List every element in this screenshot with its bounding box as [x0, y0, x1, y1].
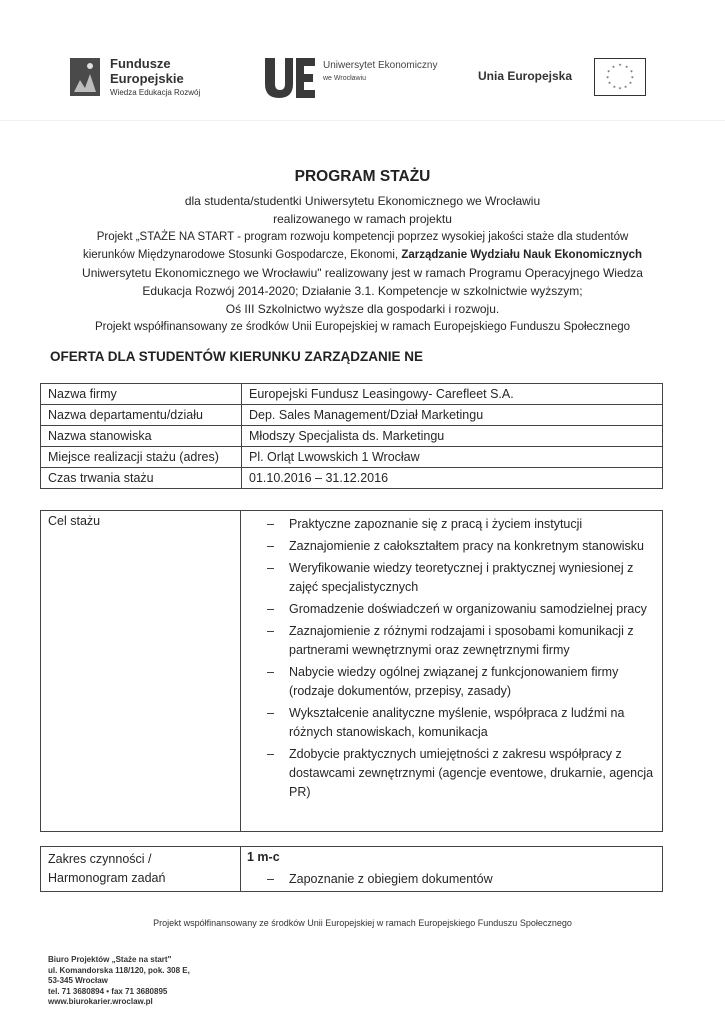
info-label: Czas trwania stażu — [41, 468, 242, 489]
table-row — [41, 405, 663, 426]
schedule-task: – Zapoznanie z obiegiem dokumentów — [267, 872, 493, 886]
intro-line-4b: Zarządzanie Wydziału Nauk Ekonomicznych — [401, 249, 643, 261]
scan-artifact-line — [0, 120, 725, 121]
schedule-label-line1: Zakres czynności / — [48, 852, 152, 866]
unia-europejska-logo — [478, 56, 658, 96]
offer-heading: OFERTA DLA STUDENTÓW KIERUNKU ZARZĄDZANIE NE — [50, 349, 423, 364]
list-item: – Nabycie wiedzy ogólnej związanej z funkcjonowaniem firmy (rodzaje dokumentów, przepisy, zasady) — [267, 663, 657, 701]
info-label: Miejsce realizacji stażu (adres) — [41, 447, 242, 468]
svg-text:*: * — [608, 81, 612, 88]
column-divider — [240, 511, 241, 831]
svg-text:*: * — [624, 85, 628, 92]
ue-name: Uniwersytet Ekonomiczny — [323, 60, 438, 71]
list-item: – Zaznajomienie z całokształtem pracy na konkretnym stanowisku — [267, 537, 657, 556]
intro-line-1: dla studenta/studentki Uniwersytetu Ekonomicznego we Wrocławiu — [184, 194, 541, 208]
info-label: Nazwa firmy — [41, 384, 242, 405]
list-item: – Wykształcenie analityczne myślenie, współpraca z ludźmi na różnych stanowiskach, komunikacja — [267, 704, 657, 742]
office-line-4: tel. 71 3680894 • fax 71 3680895 — [48, 986, 168, 996]
info-label: Nazwa departamentu/działu — [41, 405, 242, 426]
svg-text:*: * — [630, 75, 634, 82]
intro-line-4a: kierunków Międzynarodowe Stosunki Gospodarcze, Ekonomi, — [82, 249, 399, 261]
goals-list — [267, 515, 657, 805]
info-value: Europejski Fundusz Leasingowy- Carefleet S.A. — [242, 384, 663, 405]
project-intro — [40, 192, 685, 336]
intro-line-5: Uniwersytetu Ekonomicznego we Wrocławiu" realizowany jest w ramach Programu Operacyjnego Wiedza — [82, 266, 643, 280]
intro-line-2: realizowanego w ramach projektu — [273, 212, 452, 226]
table-row — [41, 426, 663, 447]
svg-text:*: * — [611, 65, 615, 72]
cofinancing-note: Projekt współfinansowany ze środków Unii Europejskiej w ramach Europejskiego Funduszu Społecznego — [153, 918, 572, 928]
list-item: – Weryfikowanie wiedzy teoretycznej i praktycznej wyniesionej z zajęć specjalistycznych — [267, 559, 657, 597]
fe-subtitle: Wiedza Edukacja Rozwój — [110, 88, 201, 97]
info-label: Nazwa stanowiska — [41, 426, 242, 447]
eu-flag-icon — [594, 58, 646, 96]
table-row — [41, 447, 663, 468]
fundusze-europejskie-logo — [70, 56, 280, 102]
list-item: – Gromadzenie doświadczeń w organizowaniu samodzielnej pracy — [267, 600, 657, 619]
fe-title-line1: Fundusze — [110, 56, 171, 71]
info-value: Dep. Sales Management/Dział Marketingu — [242, 405, 663, 426]
office-line-2: ul. Komandorska 118/120, pok. 308 E, — [48, 965, 190, 975]
table-row — [41, 468, 663, 489]
company-info-table — [40, 383, 663, 489]
fe-flag-icon — [70, 58, 100, 96]
svg-text:*: * — [618, 63, 622, 70]
office-line-1: Biuro Projektów „Staże na start" — [48, 955, 172, 964]
goals-label: Cel stażu — [48, 514, 101, 528]
ue-city: we Wrocławiu — [323, 75, 367, 82]
ue-wroclaw-logo — [263, 54, 463, 100]
svg-text:*: * — [607, 70, 611, 77]
schedule-label — [48, 850, 165, 888]
schedule-label-line2: Harmonogram zadań — [48, 871, 166, 885]
svg-text:*: * — [618, 87, 622, 94]
info-value: Pl. Orląt Lwowskich 1 Wrocław — [242, 447, 663, 468]
project-office-address — [48, 955, 190, 1008]
info-value: Młodszy Specjalista ds. Marketingu — [242, 426, 663, 447]
info-value: 01.10.2016 – 31.12.2016 — [242, 468, 663, 489]
ue-monogram-icon — [263, 54, 317, 100]
intro-line-4 — [40, 246, 685, 264]
list-item: – Praktyczne zapoznanie się z pracą i życiem instytucji — [267, 515, 657, 534]
fe-title-line2: Europejskie — [110, 71, 184, 86]
schedule-period: 1 m-c — [247, 850, 280, 864]
column-divider — [240, 847, 241, 891]
page-title: PROGRAM STAŻU — [294, 168, 431, 185]
intro-line-3: Projekt „STAŻE NA START - program rozwoju kompetencji poprzez wysokiej jakości staże dla studentów — [96, 231, 629, 243]
svg-text:*: * — [606, 75, 610, 82]
intro-line-6: Edukacja Rozwój 2014-2020; Działanie 3.1. Kompetencje w szkolnictwie wyższym; — [142, 284, 583, 298]
list-item: – Zaznajomienie z różnymi rodzajami i sposobami komunikacji z partnerami wewnętrznymi oraz zewnętrznymi firmy — [267, 622, 657, 660]
internship-goals-box — [40, 510, 663, 832]
office-line-3: 53-345 Wrocław — [48, 976, 108, 985]
table-row — [41, 384, 663, 405]
svg-text:*: * — [612, 85, 616, 92]
svg-text:*: * — [629, 70, 633, 77]
intro-line-8: Projekt współfinansowany ze środków Unii Europejskiej w ramach Europejskiego Funduszu Społecznego — [94, 321, 631, 333]
office-website-link[interactable]: www.biurokarier.wroclaw.pl — [48, 997, 153, 1006]
eu-label: Unia Europejska — [478, 69, 573, 83]
intro-line-7: Oś III Szkolnictwo wyższe dla gospodarki i rozwoju. — [225, 302, 500, 316]
list-item: – Zdobycie praktycznych umiejętności z zakresu współpracy z dostawcami zewnętrznymi (agencje eventowe, drukarnie, agencja PR) — [267, 745, 657, 802]
svg-text:*: * — [628, 81, 632, 88]
task-schedule-box — [40, 846, 663, 892]
svg-text:*: * — [625, 65, 629, 72]
